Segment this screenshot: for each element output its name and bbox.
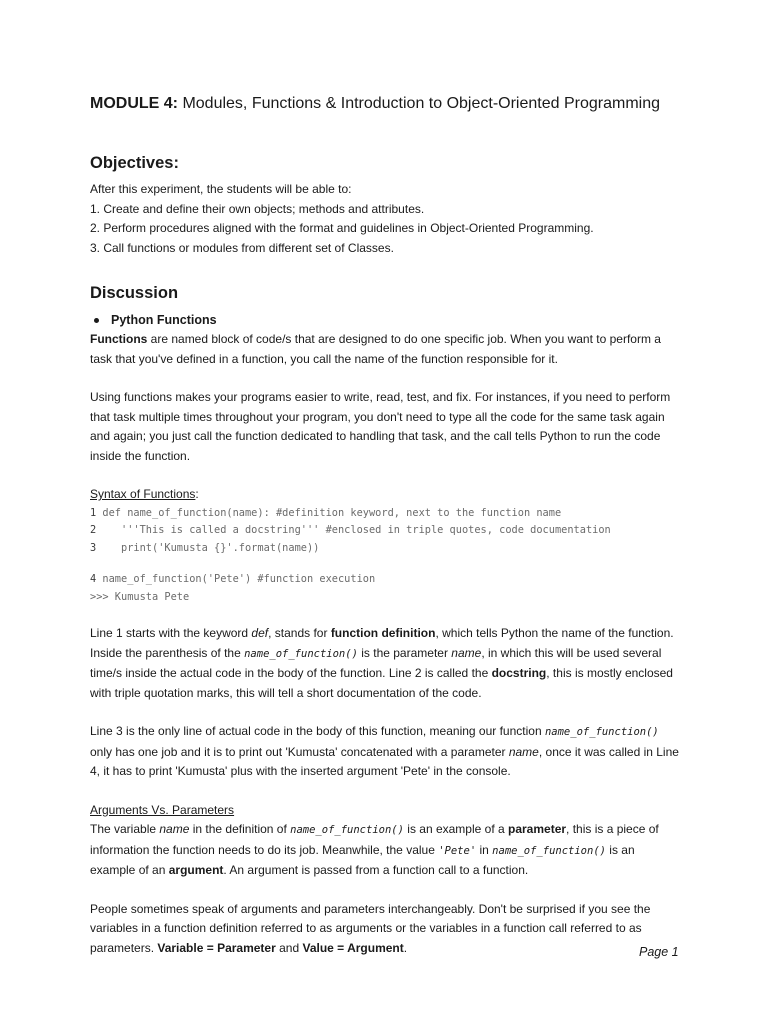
text-run: is an example of a <box>403 822 508 836</box>
functions-paragraph <box>90 330 682 369</box>
code-line-number: 2 <box>90 524 97 536</box>
syntax-heading <box>90 485 682 505</box>
code-prompt: >>> <box>90 590 109 603</box>
objectives-heading: Objectives: <box>90 154 179 172</box>
text-run: . <box>403 940 408 955</box>
code-block-execution <box>90 571 682 606</box>
text-run: is an example of an <box>90 842 635 877</box>
inline-code: name_of_function() <box>544 726 659 738</box>
term-value-argument: Value = Argument <box>302 940 404 955</box>
text-run: People sometimes speak of arguments and parameters interchangeably. Don't be surprised if you see the variables in a function definition referred to as arguments or the variables in a function call referred to as parameters. <box>90 901 651 955</box>
code-line: print('Kumusta {}'.format(name)) <box>96 541 320 554</box>
line1-explanation-paragraph <box>90 624 682 703</box>
inline-code: name_of_function() <box>290 824 404 836</box>
objective-item: 2. Perform procedures aligned with the format and guidelines in Object-Oriented Programming. <box>90 221 594 235</box>
code-line: def name_of_function(name): #definition keyword, next to the function name <box>96 506 562 519</box>
bullet-dot <box>94 318 99 323</box>
text-run: in the definition of <box>189 822 291 836</box>
code-block <box>90 505 682 558</box>
term-parameter: parameter <box>508 822 567 836</box>
page-content <box>90 93 682 958</box>
text-run: . An argument is passed from a function call to a function. <box>223 863 529 877</box>
inline-code: name_of_function() <box>492 844 606 857</box>
module-title <box>90 93 682 115</box>
arguments-heading: Arguments Vs. Parameters <box>90 802 235 817</box>
functions-term: Functions <box>90 332 148 346</box>
module-title-text: Modules, Functions & Introduction to Object-Oriented Programming <box>178 95 660 112</box>
text-run: , in which this will be used several time/s inside the actual code in the body of the function. Line 2 is called the <box>90 645 662 680</box>
arguments-paragraph <box>90 820 682 881</box>
objectives-intro: After this experiment, the students will be able to: <box>90 182 352 196</box>
code-line: name_of_function('Pete') #function execution <box>96 573 376 585</box>
page-number: Page 1 <box>639 945 679 959</box>
text-run: Line 1 starts with the keyword <box>90 626 252 640</box>
bullet-python-functions <box>90 310 682 330</box>
text-run: , this is a piece of information the function needs to do its job. Meanwhile, the value <box>90 822 659 857</box>
inline-param: name <box>508 744 539 759</box>
interchangeable-paragraph <box>90 900 682 959</box>
code-output: Kumusta Pete <box>108 590 190 603</box>
syntax-heading-colon: : <box>195 487 199 501</box>
inline-code: 'Pete' <box>438 844 477 857</box>
text-run: in <box>476 842 493 857</box>
term-docstring: docstring <box>491 666 547 680</box>
term-function-definition: function definition <box>330 626 436 640</box>
functions-paragraph-text: are named block of code/s that are designed to do one specific job. When you want to perform a task that you've defined in a function, you call the name of the function responsible for it. <box>90 332 661 366</box>
module-prefix: MODULE 4: <box>90 95 178 112</box>
text-run: , stands for <box>268 626 331 640</box>
inline-param: name <box>159 822 190 836</box>
syntax-heading-text: Syntax of Functions <box>90 487 196 501</box>
text-run: Line 3 is the only line of actual code in the body of this function, meaning our function <box>90 724 545 738</box>
inline-code: name_of_function() <box>244 647 358 660</box>
text-run: and <box>275 940 303 955</box>
bullet-label: Python Functions <box>111 313 217 327</box>
code-line-number: 4 <box>90 573 97 585</box>
text-run: , this is mostly enclosed with triple quotation marks, this will tell a short documentation of the code. <box>90 666 673 700</box>
inline-param: name <box>451 645 482 660</box>
discussion-heading: Discussion <box>90 284 179 302</box>
text-run: only has one job and it is to print out 'Kumusta' concatenated with a parameter <box>90 744 509 759</box>
text-run: is the parameter <box>357 645 452 660</box>
line3-explanation-paragraph <box>90 722 682 782</box>
text-run: , which tells Python the name of the function. Inside the parenthesis of the <box>90 626 674 660</box>
term-argument: argument <box>168 863 224 877</box>
code-line: '''This is called a docstring''' #enclosed in triple quotes, code documentation <box>96 524 611 536</box>
code-line-number: 1 <box>90 506 97 519</box>
code-line-number: 3 <box>90 541 97 554</box>
objective-item: 1. Create and define their own objects; methods and attributes. <box>90 201 425 216</box>
functions-benefits-paragraph: Using functions makes your programs easier to write, read, test, and fix. For instances, if you need to perform that task multiple times throughout your program, you don't need to type all the code for the same task again and again; you just call the function dedicated to handling that task, and the call tells Python to run the code inside the function. <box>90 390 671 463</box>
text-run: , once it was called in Line 4, it has to print 'Kumusta' plus with the inserted argument 'Pete' in the console. <box>90 744 679 778</box>
term-variable-parameter: Variable = Parameter <box>157 940 276 955</box>
keyword-def: def <box>251 626 269 640</box>
text-run: The variable <box>90 822 160 836</box>
objective-item: 3. Call functions or modules from different set of Classes. <box>90 240 394 255</box>
